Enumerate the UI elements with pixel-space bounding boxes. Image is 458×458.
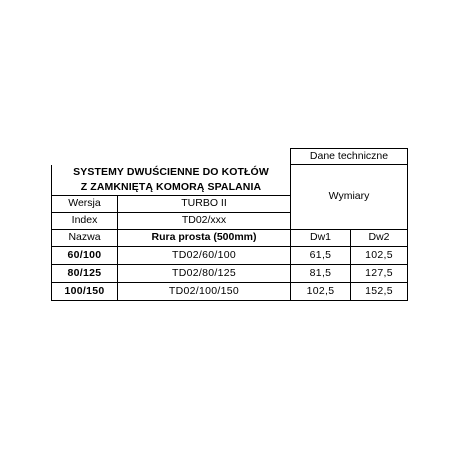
- table-row: [52, 282, 408, 300]
- dw1-cell: 102,5: [291, 282, 351, 300]
- code-cell: TD02/80/125: [118, 264, 291, 282]
- dw2-cell: 127,5: [351, 264, 408, 282]
- name-row: [52, 229, 408, 246]
- code-cell: TD02/100/150: [118, 282, 291, 300]
- table-row: [52, 264, 408, 282]
- table-header-row: [52, 149, 408, 165]
- size-cell: 60/100: [52, 246, 118, 264]
- dw1-header: Dw1: [291, 229, 351, 246]
- dw2-header: Dw2: [351, 229, 408, 246]
- index-value: TD02/xxx: [118, 212, 291, 229]
- table-row: [52, 246, 408, 264]
- size-cell: 80/125: [52, 264, 118, 282]
- dane-techniczne-text: Dane techniczne: [309, 150, 389, 162]
- wersja-label: Wersja: [52, 195, 118, 212]
- code-cell: TD02/60/100: [118, 246, 291, 264]
- size-cell: 100/150: [52, 282, 118, 300]
- blank-header-cell: [52, 149, 291, 165]
- dw1-cell: 61,5: [291, 246, 351, 264]
- index-label: Index: [52, 212, 118, 229]
- dw1-cell: 81,5: [291, 264, 351, 282]
- wersja-value: TURBO II: [118, 195, 291, 212]
- title-row-1: [52, 165, 408, 180]
- dane-techniczne-header: [291, 149, 408, 165]
- nazwa-label: Nazwa: [52, 229, 118, 246]
- title-line-1: SYSTEMY DWUŚCIENNE DO KOTŁÓW: [52, 165, 291, 180]
- dw2-cell: 152,5: [351, 282, 408, 300]
- title-line-2: Z ZAMKNIĘTĄ KOMORĄ SPALANIA: [52, 180, 291, 196]
- dw2-cell: 102,5: [351, 246, 408, 264]
- spec-sheet: [51, 148, 407, 310]
- wymiary-cell: Wymiary: [291, 165, 408, 230]
- nazwa-value: Rura prosta (500mm): [118, 229, 291, 246]
- technical-data-table: [51, 148, 408, 301]
